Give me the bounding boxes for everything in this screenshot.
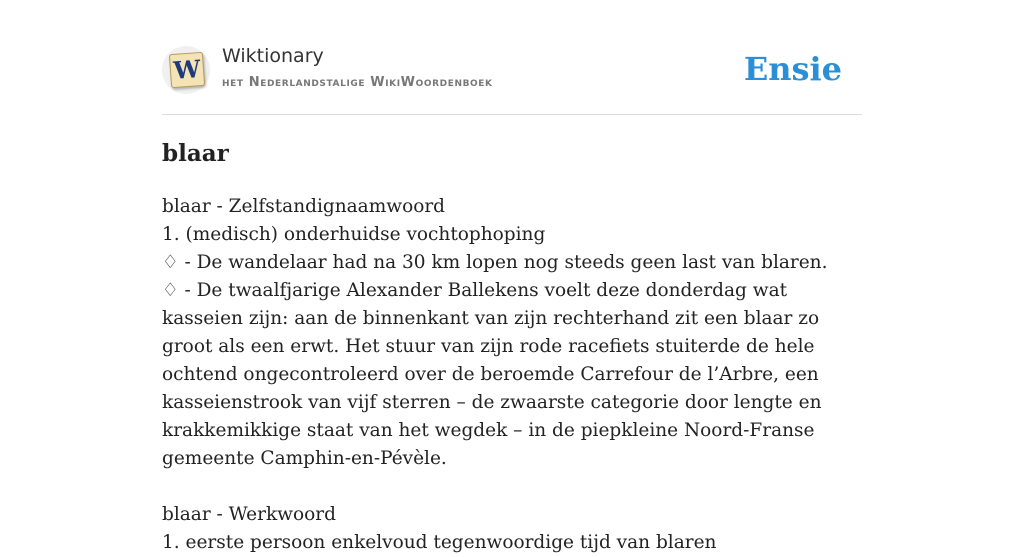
example: ♢ - De twaalfjarige Alexander Ballekens voelt deze donderdag wat kasseien zijn: aan de binnenkant van zijn rechterhand zit een blaar zo groot als een erwt. Het stuur van zijn rode racefiets stuiterde de hele ochtend ongecontroleerd over de beroemde Carrefour de l’Arbre, een kasseienstrook van vijf sterren – de zwaarste categorie door lengte en krakkemikkige staat van het wegdek – in de piepkleine Noord-Franse gemeente Camphin-en-Pévèle. [162, 280, 822, 469]
example: ♢ - De wandelaar had na 30 km lopen nog steeds geen last van blaren. [162, 252, 828, 273]
logo-tile [169, 52, 205, 88]
site-name[interactable]: Wiktionary [222, 45, 324, 67]
definition: 1. (medisch) onderhuidse vochtophoping [162, 224, 546, 245]
wiktionary-logo-icon[interactable] [162, 46, 210, 94]
page [162, 0, 862, 557]
section-heading: blaar - Zelfstandignaamwoord [162, 196, 446, 217]
section-heading: blaar - Werkwoord [162, 504, 336, 525]
entry-content [162, 193, 862, 557]
logo-letter: W [172, 54, 202, 85]
page-title: blaar [162, 140, 229, 167]
site-header [162, 0, 862, 115]
ensie-brand-logo[interactable]: Ensie [743, 50, 842, 88]
section-spacer [162, 473, 862, 501]
definition: 1. eerste persoon enkelvoud tegenwoordige tijd van blaren [162, 532, 717, 553]
site-tagline: het Nederlandstalige WikiWoordenboek [222, 75, 493, 90]
